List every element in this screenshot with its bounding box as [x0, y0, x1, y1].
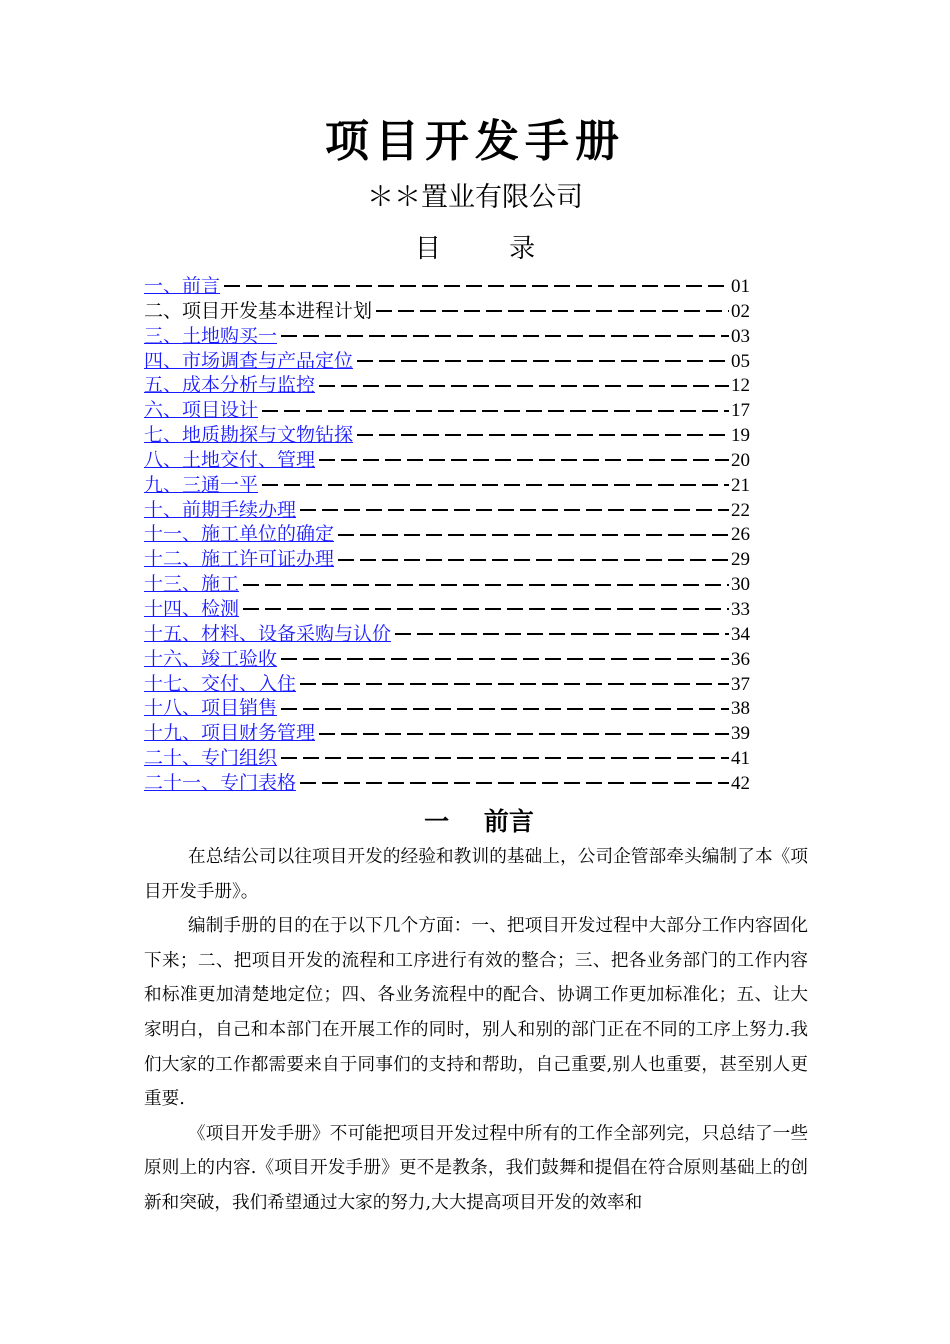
toc-entry[interactable]	[144, 647, 750, 672]
toc-page-number: 21	[731, 474, 750, 496]
toc-page-number: 01	[731, 276, 750, 297]
toc-link[interactable]: 九、三通一平	[144, 473, 259, 496]
toc-page-number: 30	[731, 574, 750, 596]
toc-entry[interactable]	[144, 721, 750, 746]
toc-leader	[281, 708, 729, 710]
toc-entry[interactable]	[144, 498, 750, 523]
toc-link[interactable]: 十一、施工单位的确定	[144, 523, 335, 546]
toc-leader	[319, 733, 729, 735]
toc-link[interactable]: 八、土地交付、管理	[144, 448, 316, 471]
toc-link[interactable]: 十八、项目销售	[144, 697, 278, 720]
toc-page-number: 37	[731, 673, 750, 695]
toc-leader	[338, 559, 729, 561]
toc-link[interactable]: 二十、专门组织	[144, 747, 278, 770]
toc-link[interactable]: 二十一、专门表格	[144, 771, 297, 794]
toc-entry[interactable]	[144, 448, 750, 473]
toc-page-number: 29	[731, 549, 750, 571]
toc-entry[interactable]	[144, 324, 750, 349]
document-title: 项目开发手册	[325, 116, 625, 167]
toc-entry[interactable]	[144, 398, 750, 423]
toc-page-number: 20	[731, 449, 750, 471]
paragraph: 在总结公司以往项目开发的经验和教训的基础上，公司企管部牵头编制了本《项目开发手册》。	[144, 847, 808, 902]
toc-link[interactable]: 三、土地购买一	[144, 324, 278, 347]
toc-link[interactable]: 五、成本分析与监控	[144, 374, 316, 397]
toc-link[interactable]: 十、前期手续办理	[144, 498, 297, 521]
toc-link[interactable]: 六、项目设计	[144, 399, 259, 422]
toc-leader	[243, 584, 729, 586]
toc-entry[interactable]	[144, 746, 750, 771]
toc-link[interactable]: 十六、竣工验收	[144, 647, 278, 670]
toc-entry[interactable]	[144, 522, 750, 547]
toc-page-number: 41	[731, 748, 750, 770]
toc-leader	[300, 782, 729, 784]
toc-entry[interactable]	[144, 349, 750, 374]
toc-page-number: 19	[731, 425, 750, 447]
toc-entry[interactable]	[144, 547, 750, 572]
toc-leader	[357, 434, 729, 436]
toc-entry[interactable]	[144, 274, 750, 299]
toc-page-number: 22	[731, 499, 750, 521]
toc-leader	[281, 658, 729, 660]
toc-leader	[376, 310, 729, 312]
toc-leader	[319, 459, 729, 461]
paragraph: 编制手册的目的在于以下几个方面：一、把项目开发过程中大部分工作内容固化下来；二、把项目开发的流程和工序进行有效的整合；三、把各业务部门的工作内容和标准更加清楚地定位；四、各业务流程中的配合、协调工作更加标准化；五、让大家明白，自己和本部门在开展工作的同时，别人和别的部门正在不同的工序上努力.我们大家的工作都需要来自于同事们的支持和帮助，自己重要,别人也重要，甚至别人更重要.	[144, 916, 808, 1110]
toc-entry[interactable]	[144, 771, 750, 796]
paragraph: 《项目开发手册》不可能把项目开发过程中所有的工作全部列完，只总结了一些原则上的内容.《项目开发手册》更不是教条，我们鼓舞和提倡在符合原则基础上的创新和突破，我们希望通过大家的努力,大大提高项目开发的效率和	[144, 1123, 808, 1213]
toc-leader	[300, 683, 729, 685]
toc-entry[interactable]	[144, 423, 750, 448]
section-heading: 一 前言	[424, 807, 534, 836]
toc-page-number: 33	[731, 598, 750, 620]
toc-entry[interactable]	[144, 572, 750, 597]
toc-label: 二、项目开发基本进程计划	[144, 299, 373, 322]
toc-leader	[281, 335, 729, 337]
toc-page-number: 42	[731, 772, 750, 794]
toc-leader	[338, 534, 729, 536]
toc-leader	[281, 757, 729, 759]
toc-leader	[262, 410, 729, 412]
toc-link[interactable]: 十九、项目财务管理	[144, 722, 316, 745]
toc-heading: 目 录	[414, 234, 566, 264]
toc-leader	[243, 608, 729, 610]
toc-entry[interactable]	[144, 696, 750, 721]
toc-page-number: 34	[731, 623, 750, 645]
toc-page-number: 38	[731, 698, 750, 720]
toc-link[interactable]: 一、前言	[144, 275, 221, 297]
toc-link[interactable]: 十七、交付、入住	[144, 672, 297, 695]
toc-page-number: 05	[731, 350, 750, 372]
toc-entry[interactable]	[144, 373, 750, 398]
toc-page-number: 36	[731, 648, 750, 670]
table-of-contents	[144, 274, 750, 796]
toc-leader	[262, 484, 729, 486]
toc-leader	[357, 360, 729, 362]
toc-link[interactable]: 十五、材料、设备采购与认价	[144, 622, 392, 645]
toc-leader	[319, 385, 729, 387]
toc-link[interactable]: 七、地质勘探与文物钻探	[144, 424, 354, 447]
toc-link[interactable]: 十四、检测	[144, 597, 240, 620]
toc-leader	[224, 285, 729, 287]
toc-page-number: 26	[731, 524, 750, 546]
toc-page-number: 03	[731, 325, 750, 347]
toc-entry[interactable]	[144, 597, 750, 622]
toc-leader	[395, 633, 729, 635]
toc-page-number: 12	[731, 375, 750, 397]
toc-page-number: 02	[731, 300, 750, 322]
toc-link[interactable]: 十三、施工	[144, 573, 240, 596]
toc-leader	[300, 509, 729, 511]
toc-page-number: 39	[731, 723, 750, 745]
toc-entry[interactable]	[144, 672, 750, 697]
toc-entry[interactable]	[144, 622, 750, 647]
toc-entry[interactable]	[144, 473, 750, 498]
toc-entry	[144, 299, 750, 324]
toc-link[interactable]: 十二、施工许可证办理	[144, 548, 335, 571]
toc-page-number: 17	[731, 400, 750, 422]
company-name: ＊＊置业有限公司	[367, 182, 583, 213]
section-body	[144, 840, 808, 1221]
toc-link[interactable]: 四、市场调查与产品定位	[144, 349, 354, 372]
